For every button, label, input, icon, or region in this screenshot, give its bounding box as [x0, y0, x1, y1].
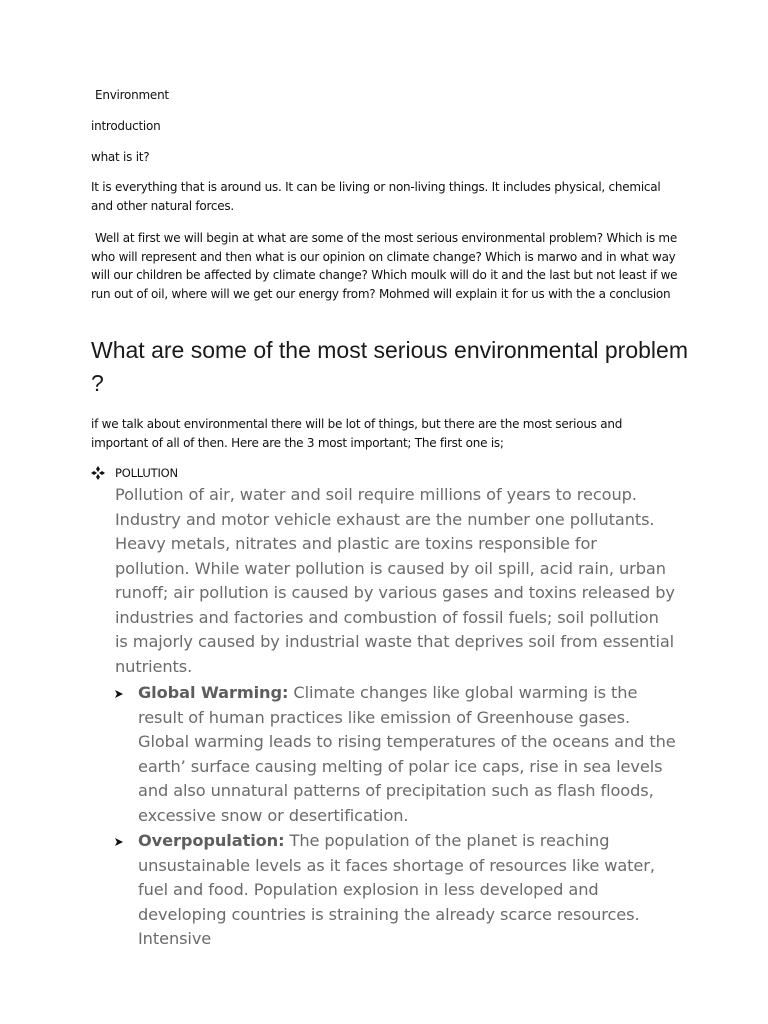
pollution-bullet	[91, 463, 178, 483]
pollution-label: POLLUTION	[115, 466, 178, 480]
arrow-bullet-icon	[113, 832, 125, 850]
document-title: Environment	[95, 88, 169, 102]
global-warming-title: Global Warming:	[138, 683, 289, 702]
definition-paragraph: It is everything that is around us. It can be living or non-living things. It includes physical, chemical and other natural forces.	[91, 180, 661, 213]
global-warming-body: Climate changes like global warming is the result of human practices like emission of Greenhouse gases. Global warming leads to rising temperatures of the oceans and the earth’ surface causing melting of polar ice caps, rise in sea levels and also unnatural patterns of precipitation such as flash floods, excessive snow or desertification.	[138, 683, 676, 825]
intro-label: introduction	[91, 119, 161, 133]
overpopulation-body: The population of the planet is reaching unsustainable levels as it faces shortage of resources like water, fuel and food. Population explosion in less developed and developing countries is straining the already scarce resources. Intensive	[138, 831, 655, 949]
four-diamond-bullet-icon	[91, 466, 105, 480]
pollution-paragraph: Pollution of air, water and soil require millions of years to recoup. Industry and motor vehicle exhaust are the number one pollutants. Heavy metals, nitrates and plastic are toxins responsible for pollution. While water pollution is caused by oil spill, acid rain, urban runoff; air pollution is caused by various gases and toxins released by industries and factories and combustion of fossil fuels; soil pollution is majorly caused by industrial waste that deprives soil from essential nutrients.	[115, 485, 675, 676]
global-warming-text	[138, 681, 678, 829]
overpopulation-title: Overpopulation:	[138, 831, 285, 850]
overview-paragraph: Well at first we will begin at what are some of the most serious environmental problem? Which is me who will represent and then what is our opinion on climate change? Which is marwo and in what way will our children be affected by climate change? Which moulk will do it and the last but not least if we run out of oil, where will we get our energy from? Mohmed will explain it for us with the a conclusion	[91, 231, 678, 301]
overpopulation-text	[138, 829, 678, 952]
section-heading: What are some of the most serious environmental problem ?	[91, 337, 688, 396]
arrow-bullet-icon	[113, 684, 125, 702]
question-line: what is it?	[91, 150, 150, 164]
section-intro: if we talk about environmental there will be lot of things, but there are the most serious and important of all of then. Here are the 3 most important; The first one is;	[91, 417, 623, 450]
